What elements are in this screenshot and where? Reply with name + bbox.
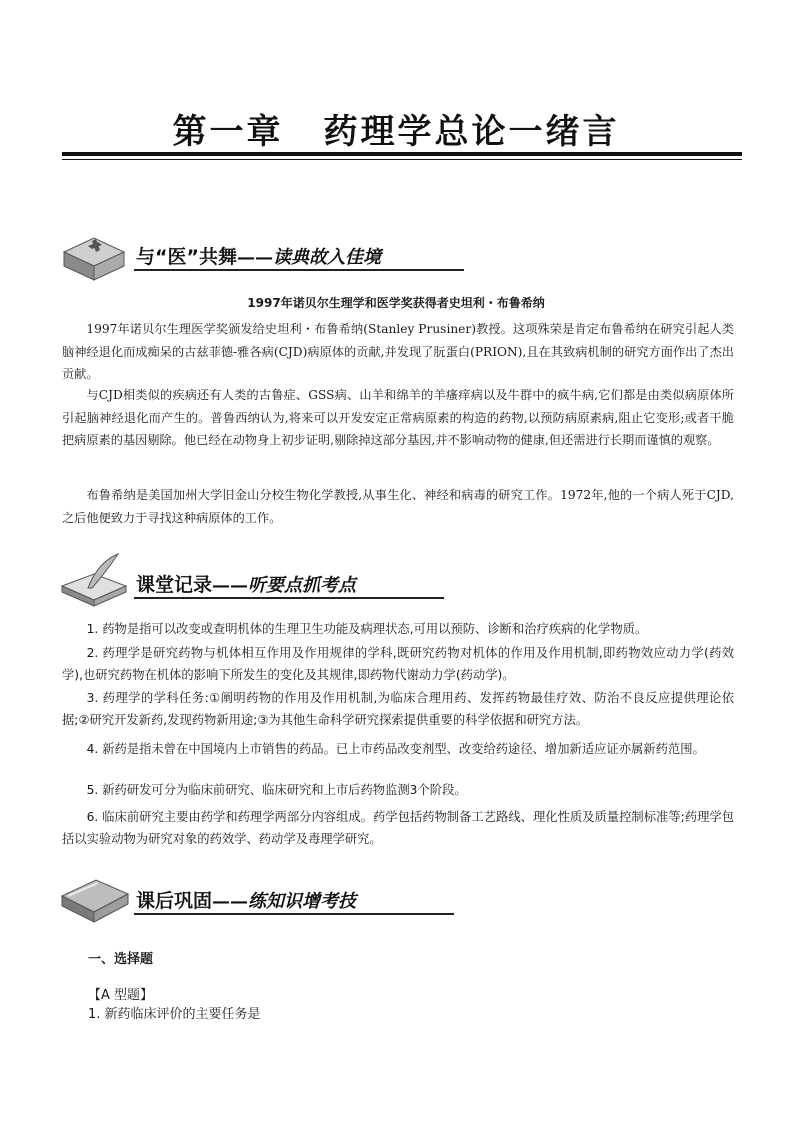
question-item: 1. 新药临床评价的主要任务是 (88, 1007, 261, 1022)
section-title-story: 与“医”共舞——读典故入佳境 (136, 246, 381, 268)
note-item: 1. 药物是指可以改变或查明机体的生理卫生功能及病理状态,可用以预防、诊断和治疗疾病的化学物质。 (86, 622, 648, 636)
section-title-practice: 课后巩固——练知识增考技 (136, 890, 357, 912)
question-heading: 一、选择题 (88, 952, 154, 967)
title-rule-thin (62, 159, 742, 160)
note-item: 4. 新药是指未曾在中国境内上市销售的药品。已上市药品改变剂型、改变给药途径、增加新适应证亦属新药范围。 (86, 742, 705, 756)
chapter-title (0, 104, 792, 153)
book-icon (58, 866, 130, 926)
medicine-box-icon (58, 222, 130, 282)
note-item: 5. 新药研发可分为临床前研究、临床研究和上市后药物监测3个阶段。 (86, 783, 467, 797)
chapter-name: 药理学总论一绪言 (323, 112, 620, 152)
section-title-notes: 课堂记录——听要点抓考点 (136, 574, 357, 596)
section-underline (134, 269, 464, 271)
section-underline (134, 597, 444, 599)
quill-book-icon (58, 550, 130, 610)
story-paragraph: 1997年诺贝尔生理医学奖颁发给史坦利・布鲁希纳(Stanley Prusiner)教授。这项殊荣是肯定布鲁希纳在研究引起人类脑神经退化而成痴呆的古兹菲德-雅各病(CJD)病原体的贡献,并发现了朊蛋白(PRION),且在其致病机制的研究方面作出了杰出贡献。 (62, 322, 734, 381)
note-item: 2. 药理学是研究药物与机体相互作用及作用规律的学科,既研究药物对机体的作用及作用机制,即药物效应动力学(药效学),也研究药物在机体的影响下所发生的变化及其规律,即药物代谢动力学(药动学)。 (62, 646, 734, 682)
story-title: 1997年诺贝尔生理学和医学奖获得者史坦利・布鲁希纳 (247, 296, 545, 310)
question-type: 【A 型题】 (88, 988, 154, 1003)
note-item: 3. 药理学的学科任务:①阐明药物的作用及作用机制,为临床合理用药、发挥药物最佳疗效、防治不良反应提供理论依据;②研究开发新药,发现药物新用途;③为其他生命科学研究探索提供重要的科学依据和研究方法。 (62, 691, 734, 727)
note-item: 6. 临床前研究主要由药学和药理学两部分内容组成。药学包括药物制备工艺路线、理化性质及质量控制标准等;药理学包括以实验动物为研究对象的药效学、药动学及毒理学研究。 (62, 810, 734, 846)
story-paragraph: 布鲁希纳是美国加州大学旧金山分校生物化学教授,从事生化、神经和病毒的研究工作。1972年,他的一个病人死于CJD,之后他便致力于寻找这种病原体的工作。 (62, 488, 734, 525)
chapter-number: 第一章 (172, 112, 284, 152)
section-underline (134, 913, 454, 915)
title-rule-thick (62, 152, 742, 156)
story-paragraph: 与CJD相类似的疾病还有人类的古鲁症、GSS病、山羊和绵羊的羊瘙痒病以及牛群中的疯牛病,它们都是由类似病原体所引起脑神经退化而产生的。普鲁西纳认为,将来可以开发安定正常病原素的构造的药物,以预防病原素病,阻止它变形;或者干脆把病原素的基因剔除。他已经在动物身上初步证明,剔除掉这部分基因,并不影响动物的健康,但还需进行长期而谨慎的观察。 (62, 388, 734, 447)
